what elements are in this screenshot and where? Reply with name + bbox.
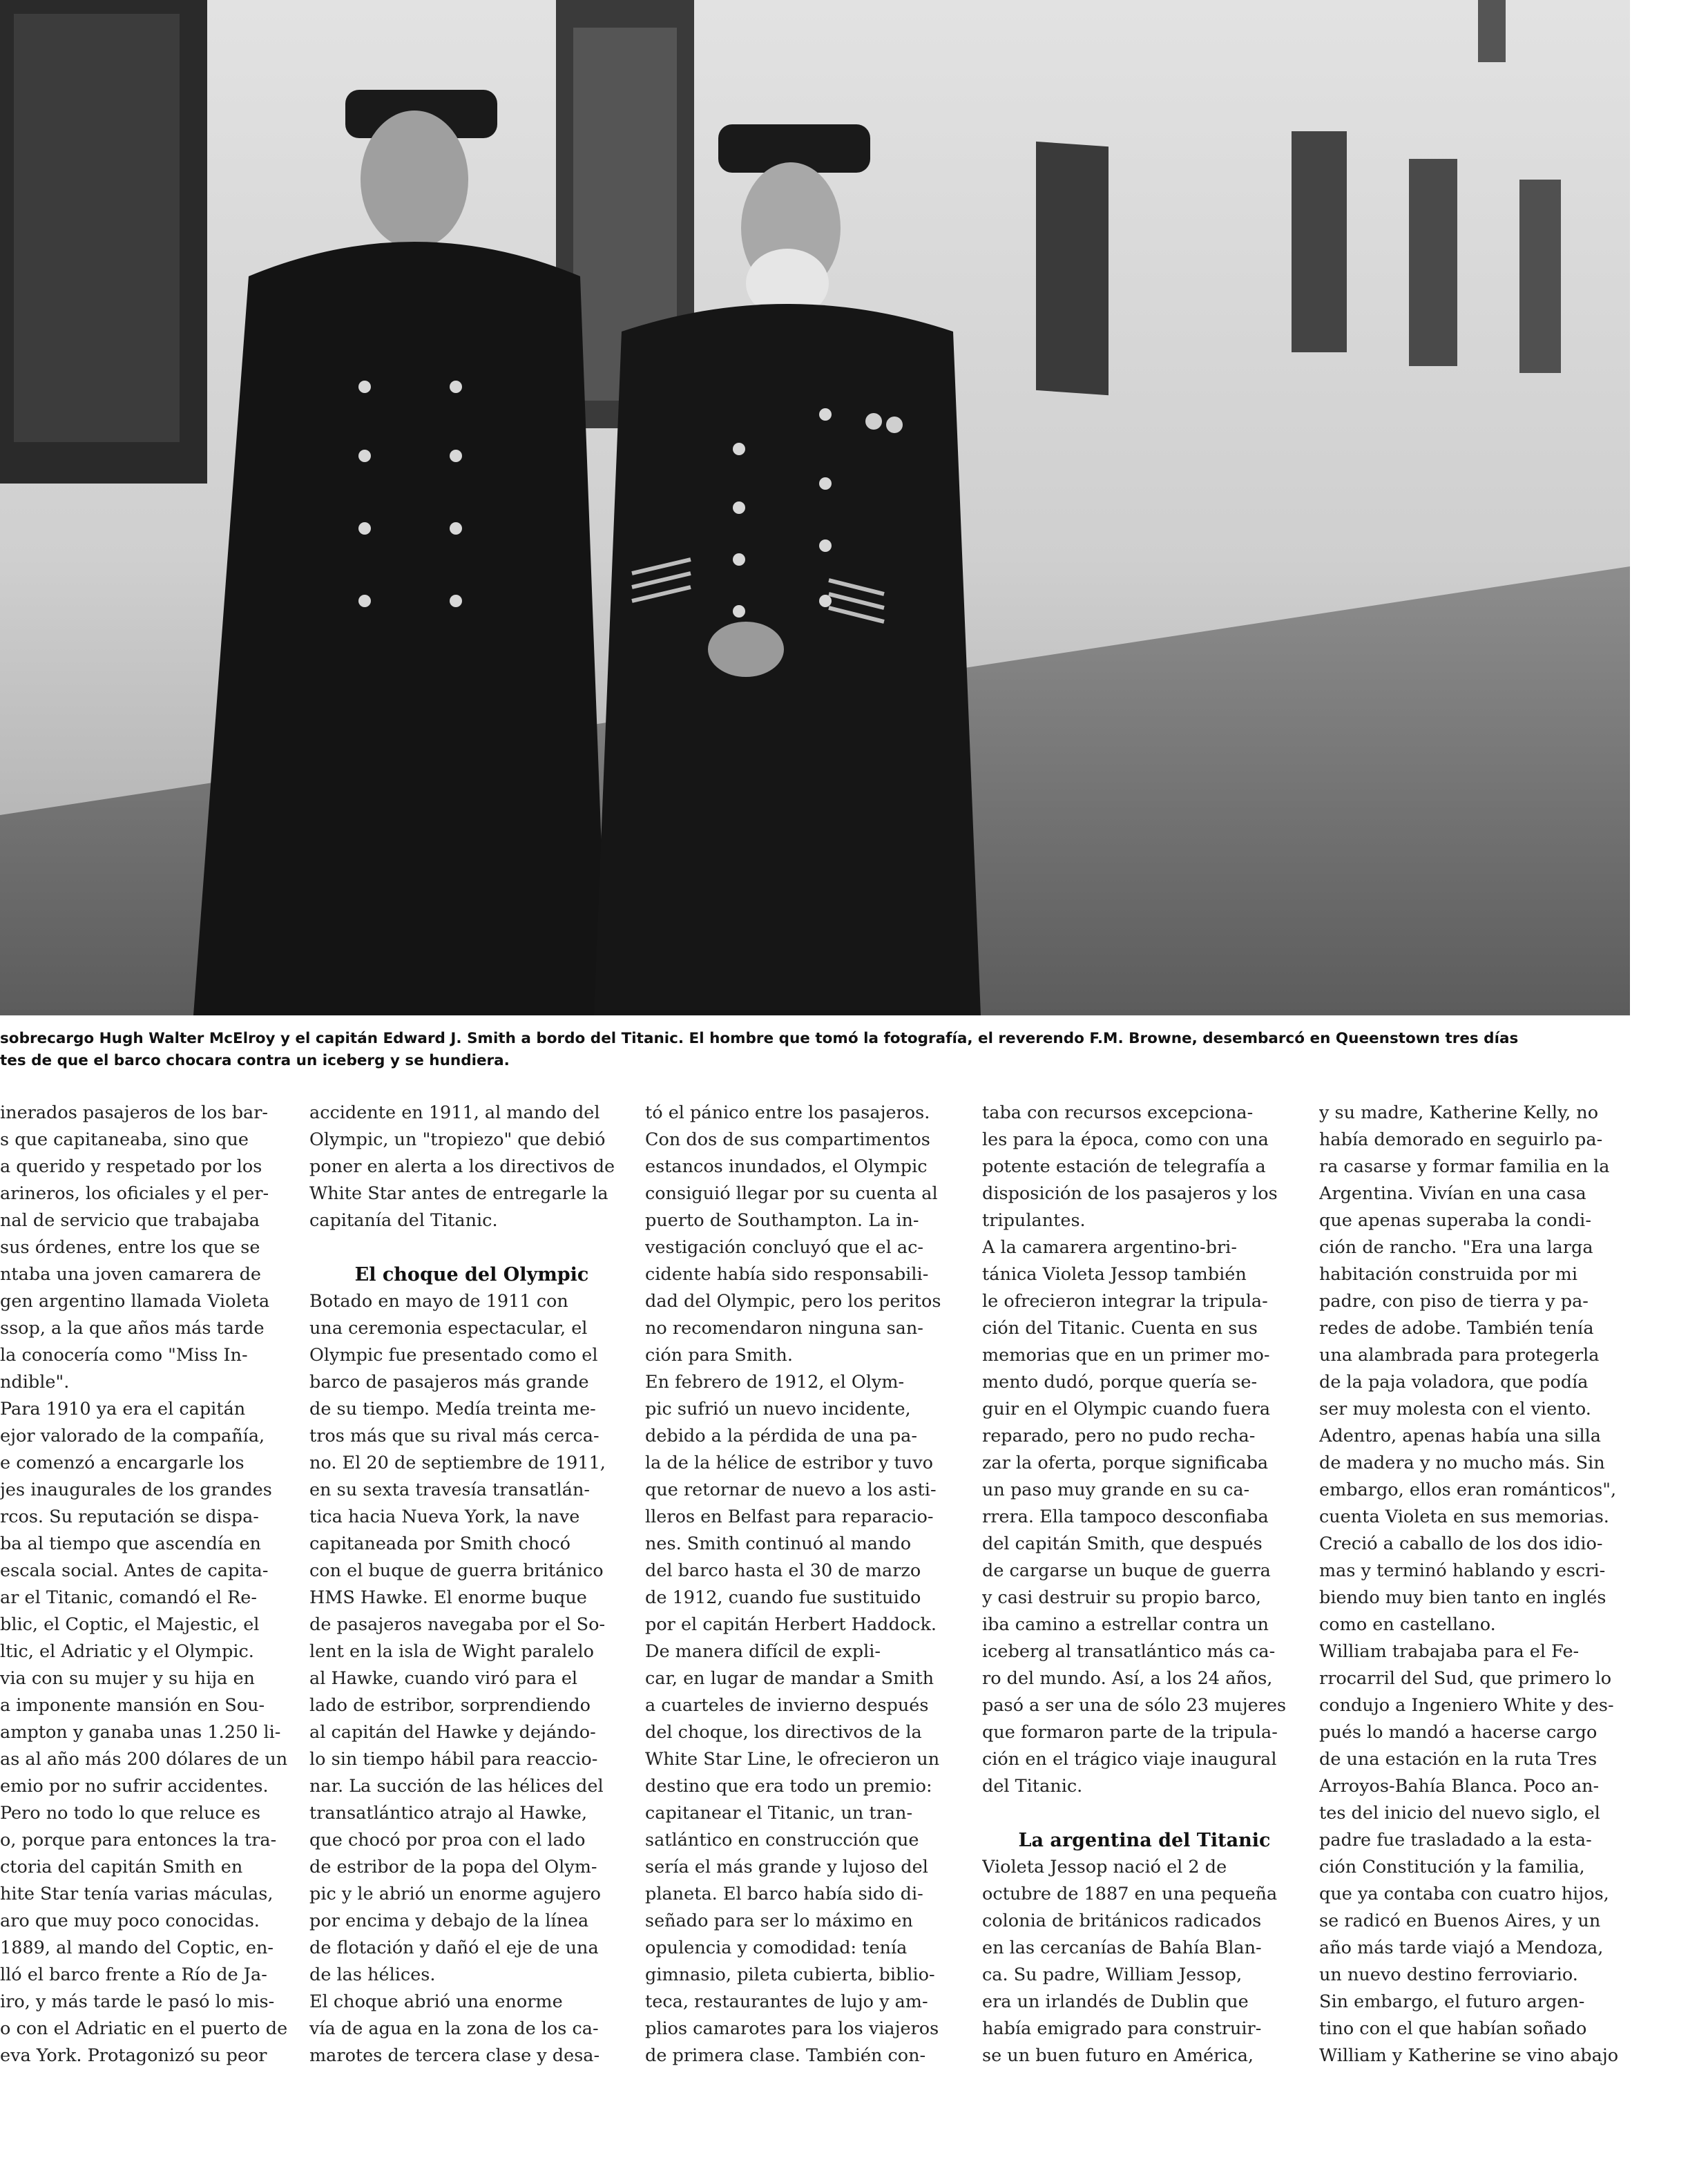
text-line: como en castellano.	[1319, 1614, 1496, 1635]
text-line: Arroyos-Bahía Blanca. Poco an-	[1319, 1776, 1600, 1797]
text-line: zar la oferta, porque significaba	[982, 1453, 1269, 1473]
text-line: cuenta Violeta en sus memorias.	[1319, 1507, 1609, 1527]
text-line: ca. Su padre, William Jessop,	[982, 1964, 1242, 1985]
text-line: planeta. El barco había sido di-	[645, 1884, 923, 1904]
text-line: White Star Line, le ofrecieron un	[645, 1749, 940, 1770]
text-line: una alambrada para protegerla	[1319, 1345, 1600, 1366]
text-line: ltic, el Adriatic y el Olympic.	[0, 1641, 254, 1662]
text-line: padre, con piso de tierra y pa-	[1319, 1291, 1589, 1312]
text-line: estancos inundados, el Olympic	[645, 1156, 928, 1177]
ship-deck-photo-icon	[0, 0, 1630, 1015]
text-line: tino con el que habían soñado	[1319, 2018, 1587, 2039]
text-line: Creció a caballo de los dos idio-	[1319, 1533, 1603, 1554]
text-line: William y Katherine se vino abajo	[1319, 2045, 1619, 2066]
text-line: William trabajaba para el Fe-	[1319, 1641, 1580, 1662]
text-line: capitanía del Titanic.	[309, 1210, 498, 1231]
text-line: Pero no todo lo que reluce es	[0, 1803, 261, 1824]
text-line: Con dos de sus compartimentos	[645, 1129, 930, 1150]
text-line: eva York. Protagonizó su peor	[0, 2045, 267, 2066]
text-line: ampton y ganaba unas 1.250 li-	[0, 1722, 281, 1743]
text-line: y su madre, Katherine Kelly, no	[1319, 1102, 1599, 1123]
text-line: embargo, ellos eran románticos",	[1319, 1480, 1617, 1500]
text-line: ro del mundo. Así, a los 24 años,	[982, 1668, 1273, 1689]
text-line: sería el más grande y lujoso del	[645, 1857, 928, 1877]
text-line: satlántico en construcción que	[645, 1830, 919, 1850]
text-line: ba al tiempo que ascendía en	[0, 1533, 261, 1554]
text-line: del Titanic.	[982, 1776, 1083, 1797]
text-line: escala social. Antes de capita-	[0, 1560, 269, 1581]
text-line: dad del Olympic, pero los peritos	[645, 1291, 941, 1312]
text-line: memorias que en un primer mo-	[982, 1345, 1270, 1366]
text-line: con el buque de guerra británico	[309, 1560, 604, 1581]
text-line: ar el Titanic, comandó el Re-	[0, 1587, 258, 1608]
text-line: había emigrado para construir-	[982, 2018, 1262, 2039]
text-line: año más tarde viajó a Mendoza,	[1319, 1938, 1604, 1958]
text-line: colonia de británicos radicados	[982, 1911, 1262, 1931]
text-line: habitación construida por mi	[1319, 1264, 1577, 1285]
text-line: potente estación de telegrafía a	[982, 1156, 1266, 1177]
text-line: capitaneada por Smith chocó	[309, 1533, 571, 1554]
paragraph-gap	[982, 1800, 1307, 1827]
text-line: Sin embargo, el futuro argen-	[1319, 1991, 1585, 2012]
titanic-officers-photo	[0, 0, 1630, 1015]
text-line: a querido y respetado por los	[0, 1156, 262, 1177]
text-line: a cuarteles de invierno después	[645, 1695, 929, 1716]
text-line: HMS Hawke. El enorme buque	[309, 1587, 587, 1608]
article-body	[0, 1100, 1630, 2108]
text-line: de madera y no mucho más. Sin	[1319, 1453, 1605, 1473]
text-line: puerto de Southampton. La in-	[645, 1210, 919, 1231]
text-line: ndible".	[0, 1372, 70, 1393]
text-line: y casi destruir su propio barco,	[982, 1587, 1262, 1608]
text-line: En febrero de 1912, el Olym-	[645, 1372, 905, 1393]
photo-caption	[0, 1028, 1630, 1072]
text-line: White Star antes de entregarle la	[309, 1183, 608, 1204]
text-line: cidente había sido responsabili-	[645, 1264, 929, 1285]
section-subhead: El choque del Olympic	[354, 1264, 589, 1285]
text-line: De manera difícil de expli-	[645, 1641, 881, 1662]
text-line: la conocería como "Miss In-	[0, 1345, 248, 1366]
text-line: taba con recursos excepciona-	[982, 1102, 1254, 1123]
text-line: vía de agua en la zona de los ca-	[309, 2018, 599, 2039]
text-line: era un irlandés de Dublin que	[982, 1991, 1249, 2012]
text-line: hite Star tenía varias máculas,	[0, 1884, 274, 1904]
text-line: de pasajeros navegaba por el So-	[309, 1614, 606, 1635]
text-line: octubre de 1887 en una pequeña	[982, 1884, 1278, 1904]
text-line: de las hélices.	[309, 1964, 436, 1985]
text-line: Adentro, apenas había una silla	[1319, 1426, 1602, 1446]
text-line: gen argentino llamada Violeta	[0, 1291, 270, 1312]
text-line: El choque abrió una enorme	[309, 1991, 563, 2012]
text-line: ción de rancho. "Era una larga	[1319, 1237, 1593, 1258]
text-line: debido a la pérdida de una pa-	[645, 1426, 917, 1446]
text-line: nal de servicio que trabajaba	[0, 1210, 260, 1231]
text-line: en su sexta travesía transatlán-	[309, 1480, 591, 1500]
text-line: guir en el Olympic cuando fuera	[982, 1399, 1271, 1419]
text-line: se radicó en Buenos Aires, y un	[1319, 1911, 1601, 1931]
text-line: ntaba una joven camarera de	[0, 1264, 262, 1285]
text-line: ctoria del capitán Smith en	[0, 1857, 243, 1877]
text-line: mas y terminó hablando y escri-	[1319, 1560, 1606, 1581]
paragraph-gap	[309, 1234, 634, 1261]
text-line: blic, el Coptic, el Majestic, el	[0, 1614, 260, 1635]
text-line: aro que muy poco conocidas.	[0, 1911, 260, 1931]
text-line: arineros, los oficiales y el per-	[0, 1183, 269, 1204]
text-line: de primera clase. También con-	[645, 2045, 926, 2066]
text-line: gimnasio, pileta cubierta, biblio-	[645, 1964, 935, 1985]
text-line: que apenas superaba la condi-	[1319, 1210, 1591, 1231]
text-line: una ceremonia espectacular, el	[309, 1318, 588, 1339]
text-line: pués lo mandó a hacerse cargo	[1319, 1722, 1597, 1743]
article-column-5	[1319, 1100, 1644, 2069]
article-column-2	[309, 1100, 634, 2069]
text-line: sus órdenes, entre los que se	[0, 1237, 260, 1258]
text-line: ción en el trágico viaje inaugural	[982, 1749, 1277, 1770]
text-line: de flotación y dañó el eje de una	[309, 1938, 599, 1958]
section-subhead: La argentina del Titanic	[1018, 1830, 1271, 1851]
text-line: opulencia y comodidad: tenía	[645, 1938, 908, 1958]
text-line: lado de estribor, sorprendiendo	[309, 1695, 591, 1716]
text-line: jes inaugurales de los grandes	[0, 1480, 272, 1500]
text-line: Olympic, un "tropiezo" que debió	[309, 1129, 606, 1150]
text-line: as al año más 200 dólares de un	[0, 1749, 288, 1770]
text-line: al Hawke, cuando viró para el	[309, 1668, 578, 1689]
text-line: disposición de los pasajeros y los	[982, 1183, 1278, 1204]
text-line: emio por no sufrir accidentes.	[0, 1776, 269, 1797]
text-line: plios camarotes para los viajeros	[645, 2018, 939, 2039]
text-line: e comenzó a encargarle los	[0, 1453, 244, 1473]
text-line: redes de adobe. También tenía	[1319, 1318, 1594, 1339]
text-line: ción para Smith.	[645, 1345, 793, 1366]
text-line: rcos. Su reputación se dispa-	[0, 1507, 259, 1527]
text-line: que retornar de nuevo a los asti-	[645, 1480, 937, 1500]
text-line: lent en la isla de Wight paralelo	[309, 1641, 595, 1662]
text-line: de cargarse un buque de guerra	[982, 1560, 1271, 1581]
text-line: barco de pasajeros más grande	[309, 1372, 589, 1393]
text-line: biendo muy bien tanto en inglés	[1319, 1587, 1606, 1608]
text-line: no recomendaron ninguna san-	[645, 1318, 923, 1339]
article-column-3	[645, 1100, 970, 2069]
text-line: teca, restaurantes de lujo y am-	[645, 1991, 928, 2012]
text-line: capitanear el Titanic, un tran-	[645, 1803, 913, 1824]
text-line: condujo a Ingeniero White y des-	[1319, 1695, 1614, 1716]
text-line: reparado, pero no pudo recha-	[982, 1426, 1256, 1446]
text-line: transatlántico atrajo al Hawke,	[309, 1803, 588, 1824]
text-line: ejor valorado de la compañía,	[0, 1426, 265, 1446]
text-line: ser muy molesta con el viento.	[1319, 1399, 1591, 1419]
text-line: via con su mujer y su hija en	[0, 1668, 255, 1689]
text-line: tros más que su rival más cerca-	[309, 1426, 599, 1446]
text-line: un nuevo destino ferroviario.	[1319, 1964, 1578, 1985]
text-line: tó el pánico entre los pasajeros.	[645, 1102, 930, 1123]
text-line: poner en alerta a los directivos de	[309, 1156, 615, 1177]
caption-line: tes de que el barco chocara contra un iceberg y se hundiera.	[0, 1052, 510, 1069]
text-line: iba camino a estrellar contra un	[982, 1614, 1269, 1635]
text-line: en las cercanías de Bahía Blan-	[982, 1938, 1262, 1958]
text-line: de la paja voladora, que podía	[1319, 1372, 1589, 1393]
text-line: ra casarse y formar familia en la	[1319, 1156, 1610, 1177]
text-line: rrocarril del Sud, que primero lo	[1319, 1668, 1612, 1689]
text-line: rrera. Ella tampoco desconfiaba	[982, 1507, 1269, 1527]
text-line: accidente en 1911, al mando del	[309, 1102, 600, 1123]
text-line: lo sin tiempo hábil para reaccio-	[309, 1749, 598, 1770]
text-line: Olympic fue presentado como el	[309, 1345, 598, 1366]
text-line: destino que era todo un premio:	[645, 1776, 932, 1797]
text-line: de 1912, cuando fue sustituido	[645, 1587, 921, 1608]
text-line: por el capitán Herbert Haddock.	[645, 1614, 937, 1635]
text-line: nes. Smith continuó al mando	[645, 1533, 912, 1554]
text-line: ssop, a la que años más tarde	[0, 1318, 265, 1339]
text-line: de estribor de la popa del Olym-	[309, 1857, 597, 1877]
text-line: o, porque para entonces la tra-	[0, 1830, 277, 1850]
text-line: la de la hélice de estribor y tuvo	[645, 1453, 933, 1473]
article-column-4	[982, 1100, 1307, 2069]
text-line: del capitán Smith, que después	[982, 1533, 1263, 1554]
text-line: pasó a ser una de sólo 23 mujeres	[982, 1695, 1287, 1716]
text-line: marotes de tercera clase y desa-	[309, 2045, 600, 2066]
text-line: tes del inicio del nuevo siglo, el	[1319, 1803, 1600, 1824]
text-line: un paso muy grande en su ca-	[982, 1480, 1250, 1500]
text-line: lló el barco frente a Río de Ja-	[0, 1964, 267, 1985]
text-line: padre fue trasladado a la esta-	[1319, 1830, 1592, 1850]
text-line: inerados pasajeros de los bar-	[0, 1102, 269, 1123]
text-line: les para la época, como con una	[982, 1129, 1269, 1150]
text-line: nar. La succión de las hélices del	[309, 1776, 604, 1797]
text-line: a imponente mansión en Sou-	[0, 1695, 265, 1716]
text-line: mento dudó, porque quería se-	[982, 1372, 1258, 1393]
text-line: había demorado en seguirlo pa-	[1319, 1129, 1603, 1150]
text-line: del choque, los directivos de la	[645, 1722, 922, 1743]
text-line: tripulantes.	[982, 1210, 1086, 1231]
text-line: pic y le abrió un enorme agujero	[309, 1884, 601, 1904]
caption-line: sobrecargo Hugh Walter McElroy y el capitán Edward J. Smith a bordo del Titanic. El hombre que tomó la fotografía, el reverendo F.M. Browne, desembarcó en Queenstown tres días	[0, 1030, 1519, 1047]
text-line: car, en lugar de mandar a Smith	[645, 1668, 934, 1689]
text-line: lleros en Belfast para reparacio-	[645, 1507, 934, 1527]
text-line: o con el Adriatic en el puerto de	[0, 2018, 288, 2039]
text-line: Argentina. Vivían en una casa	[1319, 1183, 1586, 1204]
text-line: Para 1910 ya era el capitán	[0, 1399, 246, 1419]
text-line: tica hacia Nueva York, la nave	[309, 1507, 580, 1527]
text-line: iceberg al transatlántico más ca-	[982, 1641, 1276, 1662]
text-line: s que capitaneaba, sino que	[0, 1129, 249, 1150]
text-line: ción del Titanic. Cuenta en sus	[982, 1318, 1258, 1339]
text-line: se un buen futuro en América,	[982, 2045, 1254, 2066]
text-line: del barco hasta el 30 de marzo	[645, 1560, 921, 1581]
text-line: Violeta Jessop nació el 2 de	[982, 1857, 1227, 1877]
text-line: que chocó por proa con el lado	[309, 1830, 586, 1850]
text-line: Botado en mayo de 1911 con	[309, 1291, 568, 1312]
article-column-1	[0, 1100, 325, 2069]
text-line: al capitán del Hawke y dejándo-	[309, 1722, 596, 1743]
text-line: de su tiempo. Medía treinta me-	[309, 1399, 596, 1419]
text-line: consiguió llegar por su cuenta al	[645, 1183, 938, 1204]
text-line: pic sufrió un nuevo incidente,	[645, 1399, 911, 1419]
text-line: de una estación en la ruta Tres	[1319, 1749, 1597, 1770]
text-line: A la camarera argentino-bri-	[982, 1237, 1237, 1258]
text-line: no. El 20 de septiembre de 1911,	[309, 1453, 606, 1473]
text-line: que formaron parte de la tripula-	[982, 1722, 1278, 1743]
text-line: vestigación concluyó que el ac-	[645, 1237, 924, 1258]
text-line: le ofrecieron integrar la tripula-	[982, 1291, 1268, 1312]
text-line: tánica Violeta Jessop también	[982, 1264, 1247, 1285]
text-line: que ya contaba con cuatro hijos,	[1319, 1884, 1609, 1904]
text-line: señado para ser lo máximo en	[645, 1911, 913, 1931]
text-line: por encima y debajo de la línea	[309, 1911, 589, 1931]
text-line: 1889, al mando del Coptic, en-	[0, 1938, 274, 1958]
text-line: iro, y más tarde le pasó lo mis-	[0, 1991, 275, 2012]
text-line: ción Constitución y la familia,	[1319, 1857, 1585, 1877]
